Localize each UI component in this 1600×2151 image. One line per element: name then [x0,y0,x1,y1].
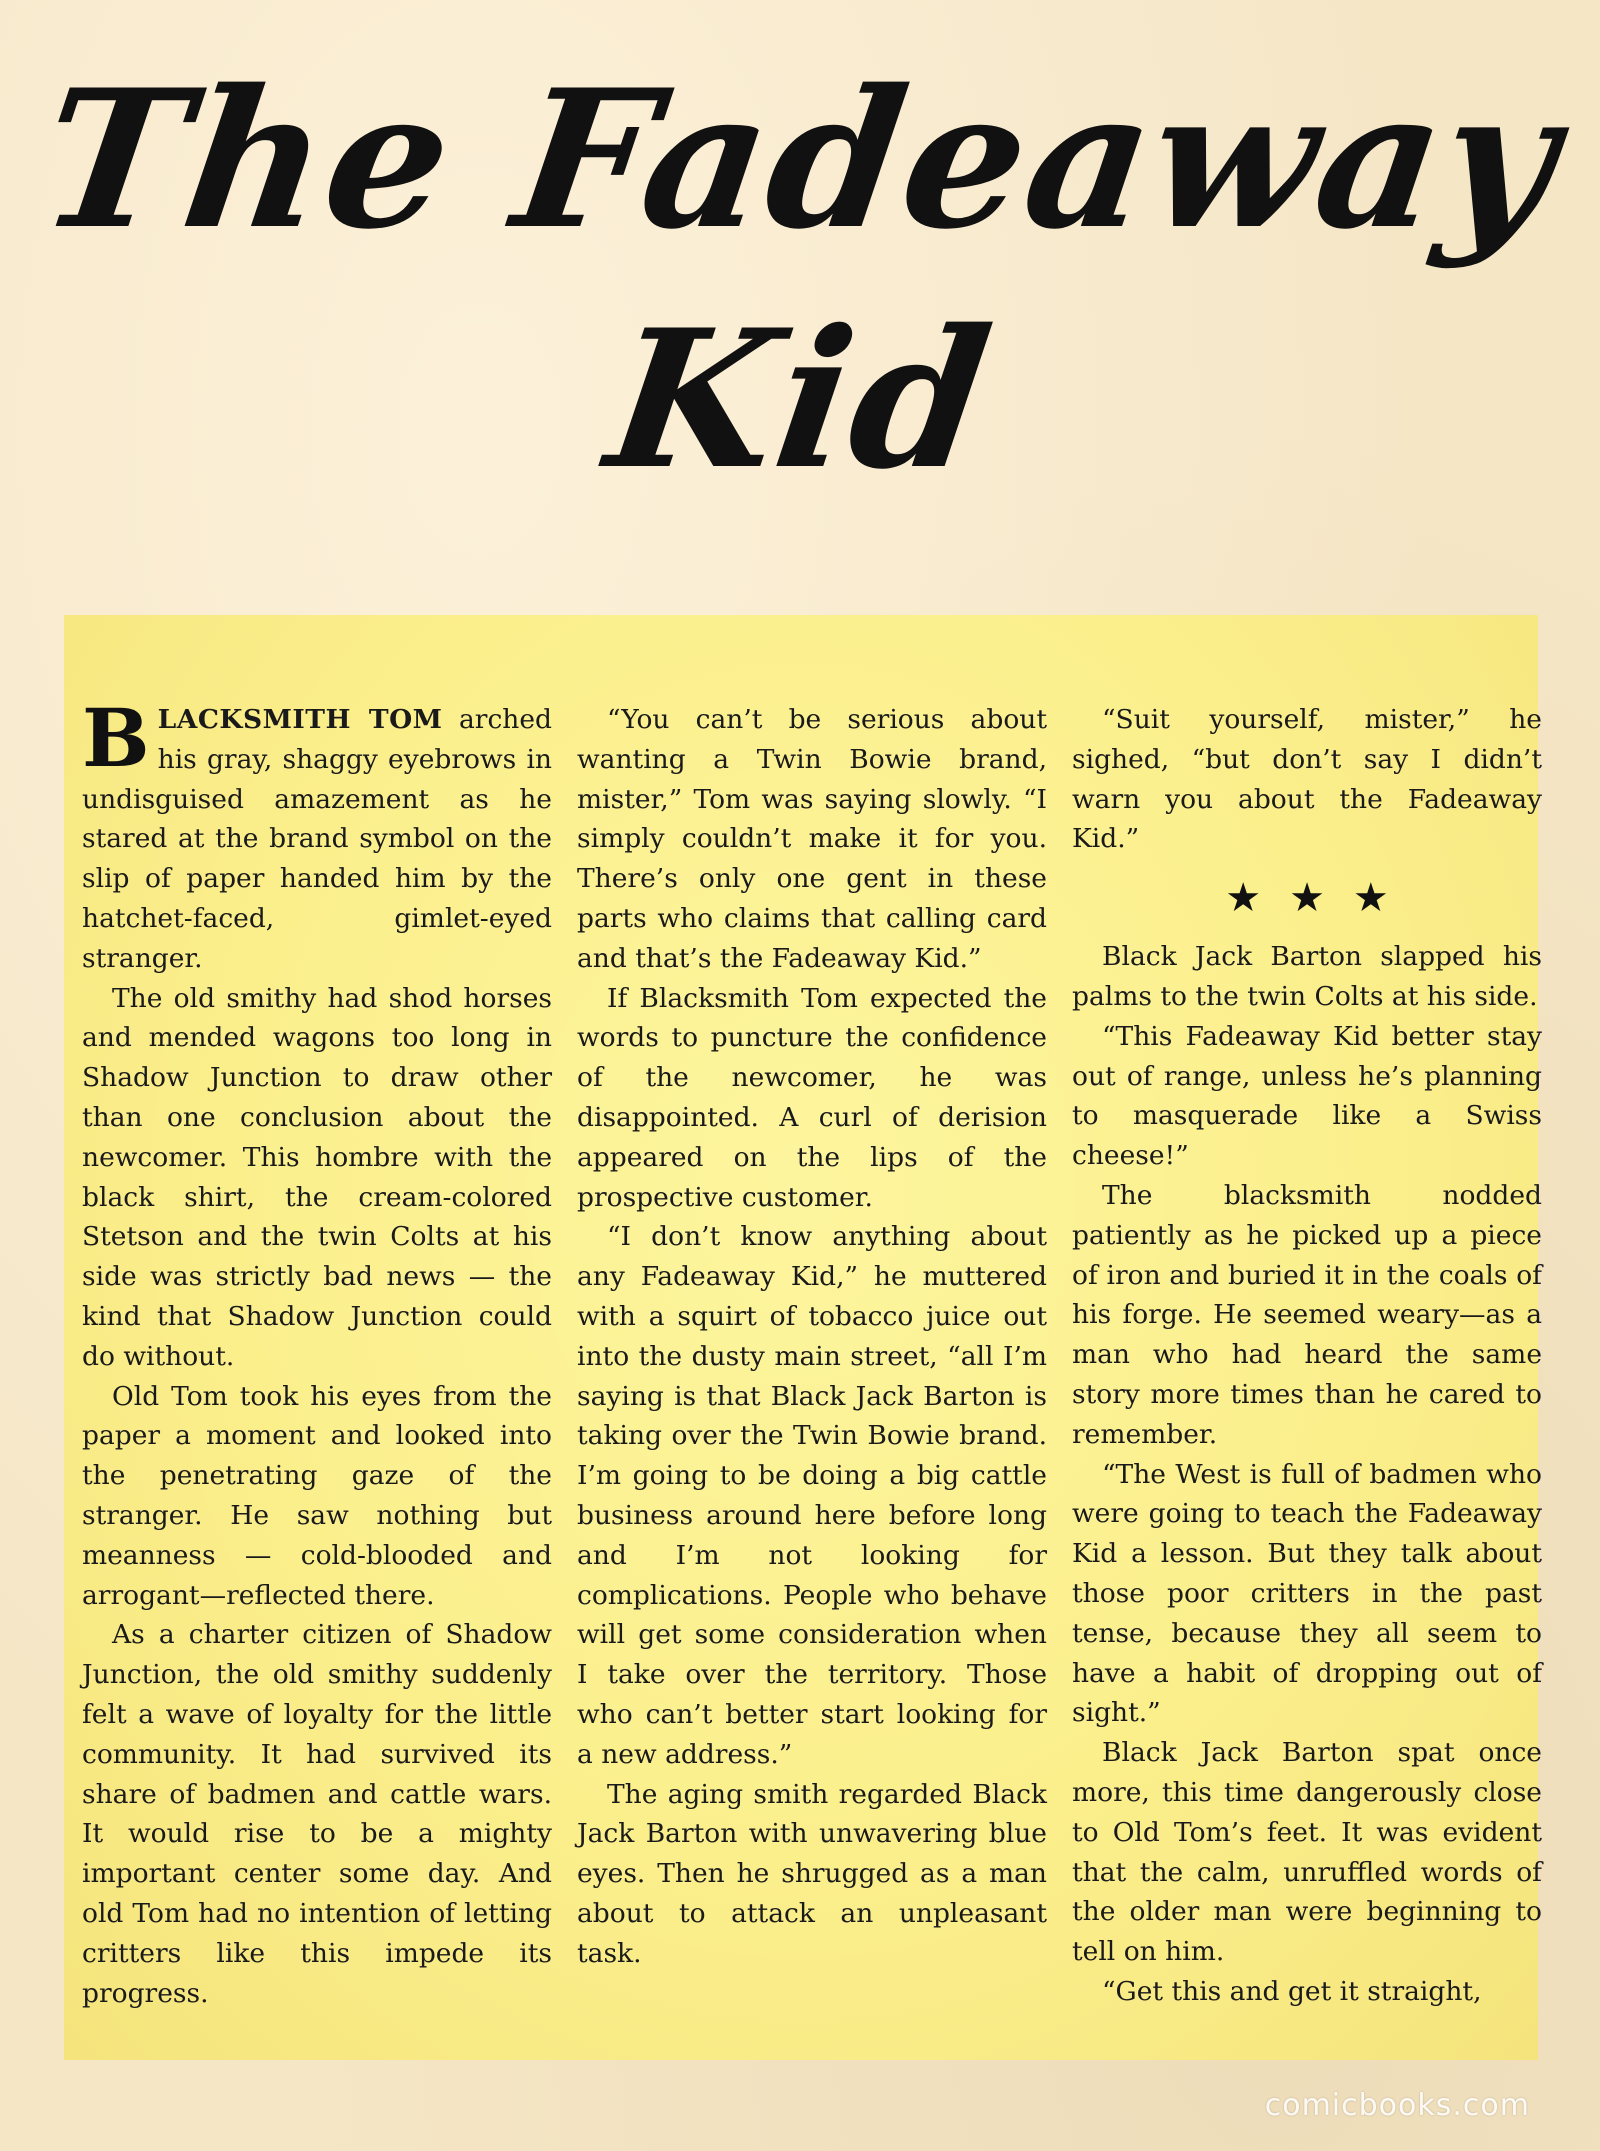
paragraph: As a charter citizen of Shadow Junction, the old smithy suddenly felt a wave of loyalty for the little community. It had survived its share of badmen and cattle wars. It would rise to be a mighty important center some day. And old Tom had no intention of letting critters like this impede its progress. [82,1619,552,2009]
paragraph [82,691,552,979]
paragraph: “Get this and get it straight, [1102,1975,1482,2007]
paragraph: The old smithy had shod horses and mended wagons too long in Shadow Junction to draw other than one conclusion about the newcomer. This hombre with the black shirt, the cream-colored Stetson and the twin Colts at his side was strictly bad news — the kind that Shadow Junction could do without. [82,982,552,1372]
paragraph: The blacksmith nodded patiently as he picked up a piece of iron and buried it in the coals of his forge. He seemed weary—as a man who had heard the same story more times than he cared to remember. [1072,1179,1542,1450]
paragraph: Black Jack Barton spat once more, this time dangerously close to Old Tom’s feet. It was evident that the calm, unruffled words of the older man were beginning to tell on him. [1072,1737,1542,1968]
story-title-line-1: The Fadeaway [28,48,1572,271]
lead-in-caps: LACKSMITH TOM [157,704,443,735]
text-column-1 [82,691,552,2013]
paragraph: “Suit yourself, mister,” he sighed, “but don’t say I didn’t warn you about the Fadeaway Kid.” [1072,704,1542,855]
paragraph: Old Tom took his eyes from the paper a moment and looked into the penetrating gaze of the stranger. He saw nothing but meanness — cold-blooded and arrogant—reflected there. [82,1380,552,1611]
drop-cap: B [82,691,150,785]
paragraph: The aging smith regarded Black Jack Barton with unwavering blue eyes. Then he shrugged as a man about to attack an unpleasant task. [577,1778,1047,1969]
paragraph: “You can’t be serious about wanting a Twin Bowie brand, mister,” Tom was saying slowly. “I simply couldn’t make it for you. There’s only one gent in these parts who claims that calling card and that’s the Fadeaway Kid.” [577,704,1047,974]
paragraph: “The West is full of badmen who were going to teach the Fadeaway Kid a lesson. But they talk about those poor critters in the past tense, because they all seem to have a habit of dropping out of sight.” [1072,1458,1542,1729]
paragraph: If Blacksmith Tom expected the words to puncture the confidence of the newcomer, he was disappointed. A curl of derision appeared on the lips of the prospective customer. [577,982,1047,1213]
site-watermark: comicbooks.com [1264,2088,1530,2123]
paragraph: “I don’t know anything about any Fadeaway Kid,” he muttered with a squirt of tobacco juice out into the dusty main street, “all I’m saying is that Black Jack Barton is taking over the Twin Bowie brand. I’m going to be doing a big cattle business around here before long and I’m not looking for complications. People who behave will get some consideration when I take over the territory. Those who can’t better start looking for a new address.” [577,1221,1047,1770]
text-column-3 [1072,700,1542,2012]
paragraph: Black Jack Barton slapped his palms to the twin Colts at his side. [1072,941,1542,1012]
text-column-2 [577,700,1047,1974]
paragraph: “This Fadeaway Kid better stay out of range, unless he’s planning to masquerade like a Swiss cheese!” [1072,1020,1542,1172]
paragraph-text: arched his gray, shaggy eyebrows in undisguised amazement as he stared at the brand symbol on the slip of paper handed him by the hatchet-faced, gimlet-eyed stranger. [82,704,552,974]
story-text-box [64,615,1542,2060]
story-title-line-2: Kid [596,288,1004,511]
section-break-stars: ★★★ [1225,875,1417,922]
